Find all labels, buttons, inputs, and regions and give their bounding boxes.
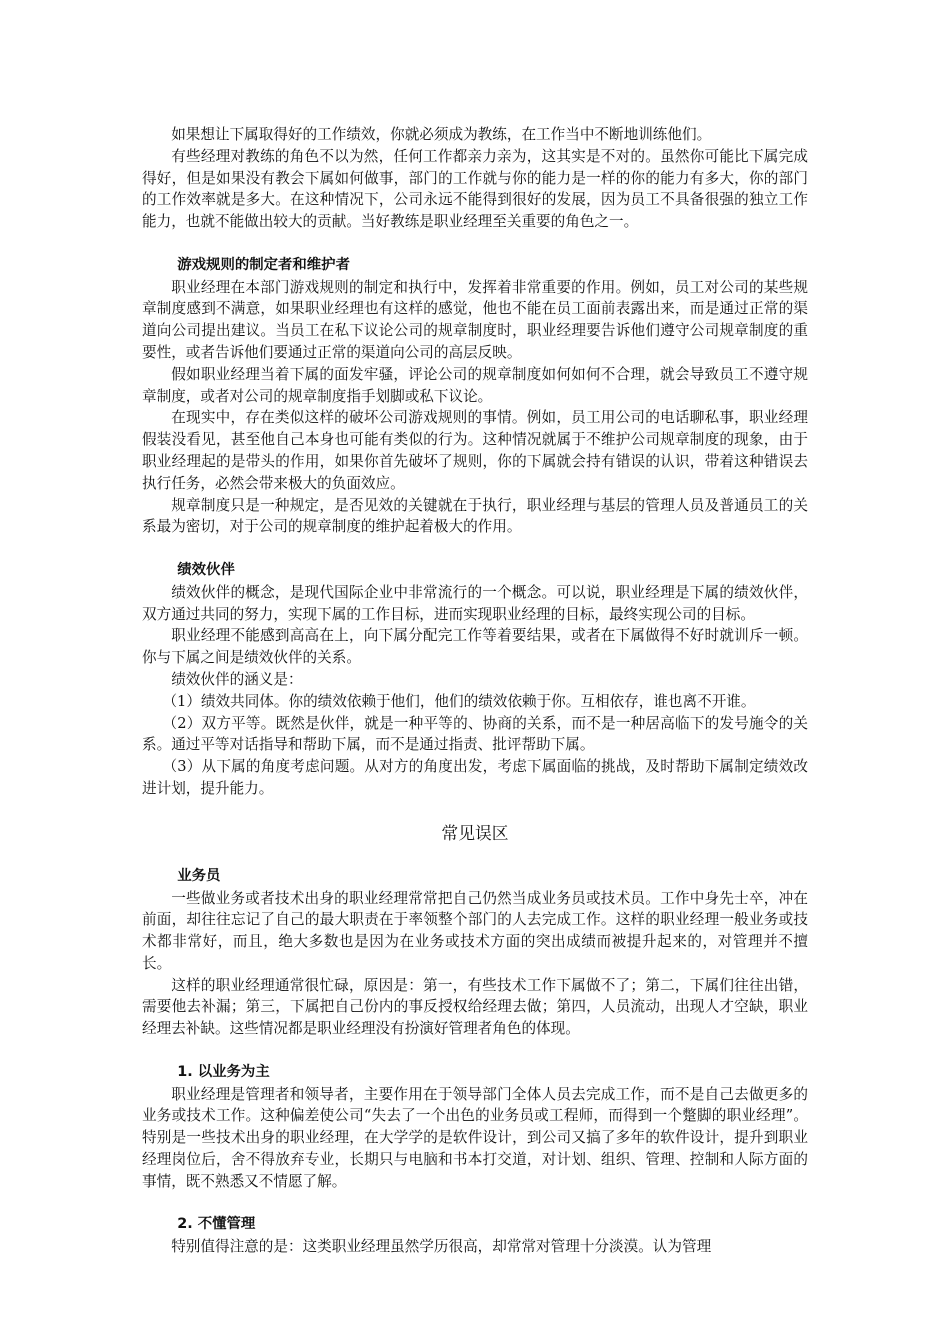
list-item: （2）双方平等。既然是伙伴，就是一种平等的、协商的关系，而不是一种居高临下的发号施令的关系。通过平等对话指导和帮助下属，而不是通过指责、批评帮助下属。 (142, 714, 808, 754)
paragraph: 绩效伙伴的涵义是： (171, 670, 303, 688)
spacer (142, 538, 808, 560)
paragraph: 在现实中，存在类似这样的破坏公司游戏规则的事情。例如，员工用公司的电话聊私事，职业经理假装没看见，甚至他自己本身也可能有类似的行为。这种情况就属于不维护公司规章制度的现象，由于职业经理起的是带头的作用，如果你首先破坏了规则，你的下属就会持有错误的认识，带着这种错误去执行任务，必然会带来极大的负面效应。 (142, 409, 808, 492)
spacer (142, 233, 808, 255)
paragraph: 规章制度只是一种规定，是否见效的关键就在于执行，职业经理与基层的管理人员及普通员工的关系最为密切，对于公司的规章制度的维护起着极大的作用。 (142, 496, 808, 536)
list-item: （3）从下属的角度考虑问题。从对方的角度出发，考虑下属面临的挑战，及时帮助下属制定绩效改进计划，提升能力。 (142, 758, 808, 797)
spacer (142, 1040, 808, 1062)
section-heading: 游戏规则的制定者和维护者 (177, 256, 350, 273)
paragraph: 职业经理不能感到高高在上，向下属分配完工作等着要结果，或者在下属做得不好时就训斥一顿。你与下属之间是绩效伙伴的关系。 (142, 627, 808, 667)
list-item: （1）绩效共同体。你的绩效依赖于他们，他们的绩效依赖于你。互相依存，谁也离不开谁。 (162, 692, 756, 710)
paragraph: 特别值得注意的是：这类职业经理虽然学历很高，却常常对管理十分淡漠。认为管理 (171, 1238, 712, 1256)
section-heading: 绩效伙伴 (177, 561, 235, 578)
section-heading: 业务员 (177, 867, 221, 884)
paragraph: 有些经理对教练的角色不以为然，任何工作都亲力亲为，这其实是不对的。虽然你可能比下属完成得好，但是如果没有教会下属如何做事，部门的工作就与你的能力是一样的你的能力有多大，你的部门的工作效率就是多大。在这种情况下，公司永远不能得到很好的发展，因为员工不具备很强的独立工作能力，也就不能做出较大的贡献。当好教练是职业经理至关重要的角色之一。 (142, 147, 808, 231)
spacer (142, 846, 808, 866)
paragraph: 职业经理是管理者和领导者，主要作用在于领导部门全体人员去完成工作，而不是自己去做更多的业务或技术工作。这种偏差使公司“失去了一个出色的业务员或工程师，而得到一个蹩脚的职业经理”。特别是一些技术出身的职业经理，在大学学的是软件设计，到公司又搞了多年的软件设计，提升到职业经理岗位后，舍不得放弃专业，长期只与电脑和书本打交道，对计划、组织、管理、控制和人际方面的事情，既不熟悉又不情愿了解。 (142, 1085, 808, 1190)
chapter-title: 常见误区 (441, 822, 509, 843)
spacer (142, 1193, 808, 1215)
section-heading: 2. 不懂管理 (177, 1216, 256, 1233)
section-heading: 1. 以业务为主 (177, 1063, 270, 1080)
paragraph: 绩效伙伴的概念，是现代国际企业中非常流行的一个概念。可以说，职业经理是下属的绩效伙伴，双方通过共同的努力，实现下属的工作目标，进而实现职业经理的目标，最终实现公司的目标。 (142, 583, 808, 623)
paragraph: 假如职业经理当着下属的面发牢骚，评论公司的规章制度如何如何不合理，就会导致员工不遵守规章制度，或者对公司的规章制度指手划脚或私下议论。 (142, 365, 808, 405)
paragraph: 一些做业务或者技术出身的职业经理常常把自己仍然当成业务员或技术员。工作中身先士卒，冲在前面，却往往忘记了自己的最大职责在于率领整个部门的人去完成工作。这样的职业经理一般业务或技术都非常好，而且，绝大多数也是因为在业务或技术方面的突出成绩而被提升起来的，对管理并不擅长。 (142, 889, 808, 972)
document-page (142, 124, 808, 1258)
paragraph: 这样的职业经理通常很忙碌，原因是：第一，有些技术工作下属做不了；第二，下属们往往出错，需要他去补漏；第三，下属把自己份内的事反授权给经理去做；第四，人员流动，出现人才空缺，职业经理去补缺。这些情况都是职业经理没有扮演好管理者角色的体现。 (142, 976, 808, 1038)
paragraph: 如果想让下属取得好的工作绩效，你就必须成为教练，在工作当中不断地训练他们。 (171, 126, 712, 143)
paragraph: 职业经理在本部门游戏规则的制定和执行中，发挥着非常重要的作用。例如，员工对公司的某些规章制度感到不满意，如果职业经理也有这样的感觉，他也不能在员工面前表露出来，而是通过正常的渠道向公司提出建议。当员工在私下议论公司的规章制度时，职业经理要告诉他们遵守公司规章制度的重要性，或者告诉他们要通过正常的渠道向公司的高层反映。 (142, 278, 808, 361)
spacer (142, 800, 808, 820)
